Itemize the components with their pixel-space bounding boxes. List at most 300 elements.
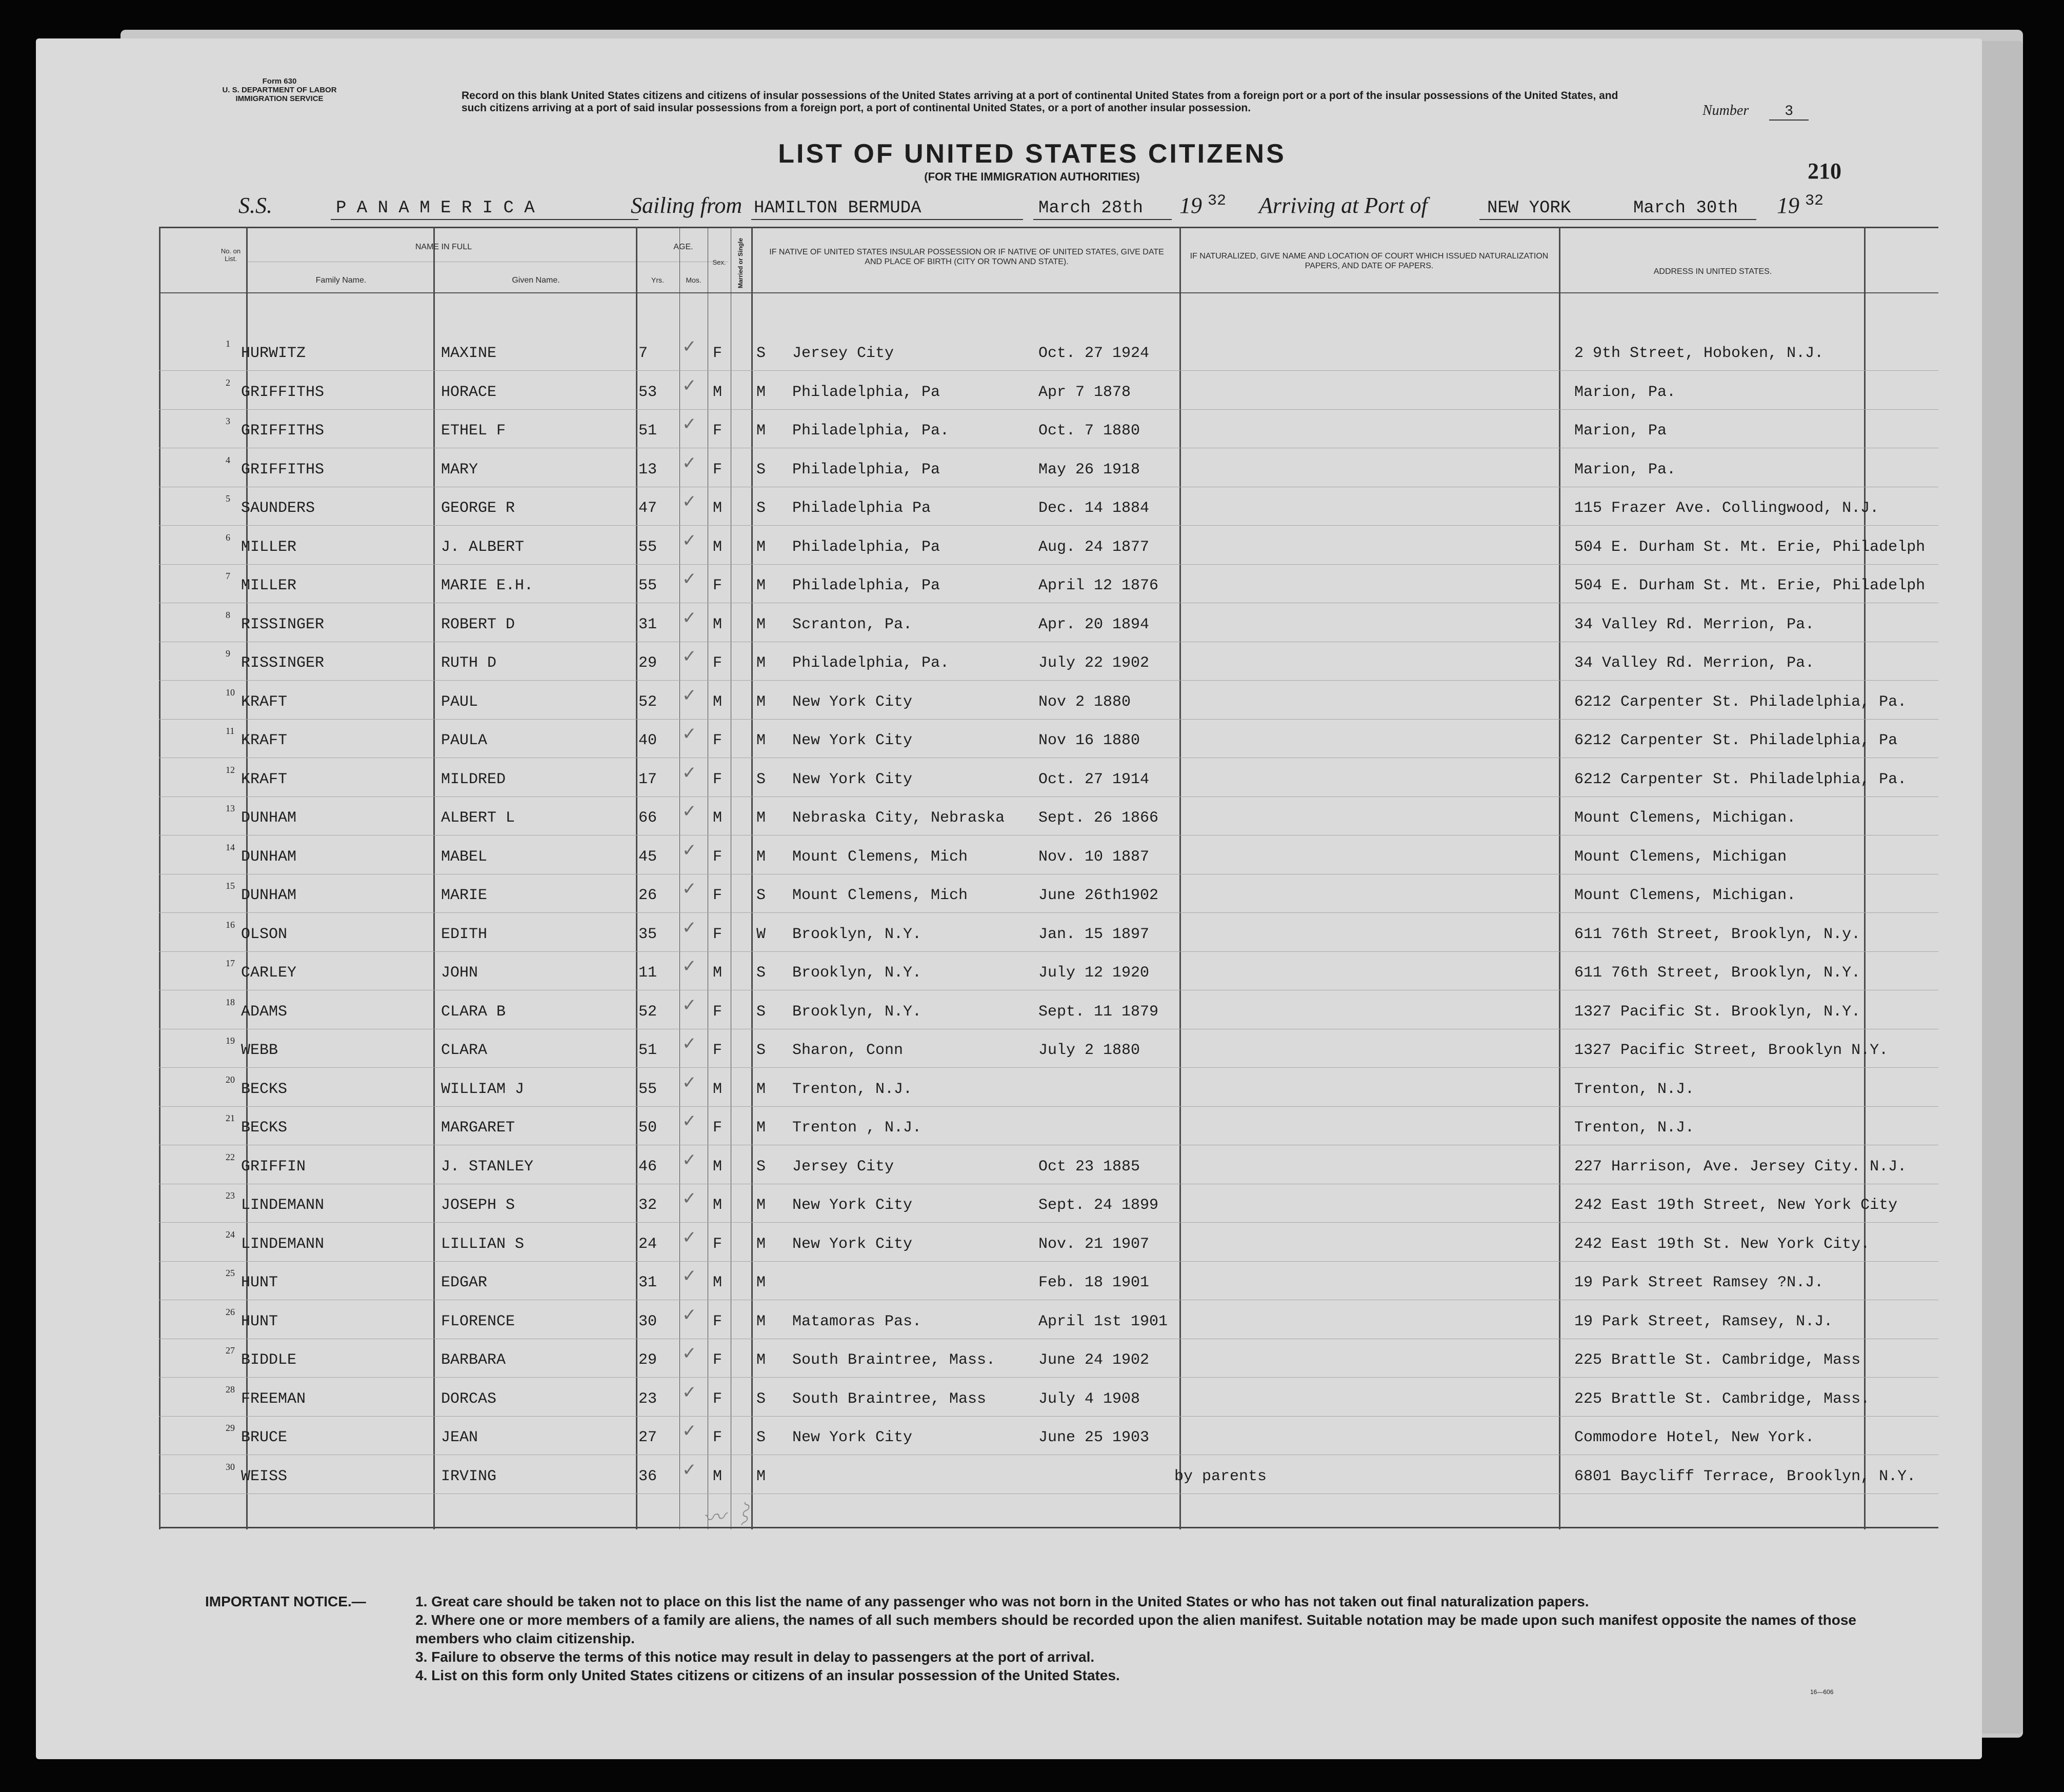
address: 504 E. Durham St. Mt. Erie, Philadelph [1574,538,1926,556]
table-row [159,1149,1938,1191]
birth-date: Feb. 18 1901 [1038,1274,1150,1291]
table-row [159,762,1938,804]
birth-place: South Braintree, Mass. [792,1351,996,1369]
notice-item: 2. Where one or more members of a family are aliens, the names of all such members should be recorded upon the alien manifest. Suitable notation may be made upon such manifest opposite the names of those members who claim citizenship. [415,1612,1856,1646]
family-name: LINDEMANN [241,1235,325,1253]
family-name: LINDEMANN [241,1197,325,1214]
family-name: KRAFT [241,770,288,788]
check-mark-icon: ✓ [682,414,697,434]
address: 6212 Carpenter St. Philadelphia, Pa. [1574,770,1907,788]
sex: F [713,1351,723,1369]
age-years: 52 [638,693,657,711]
table-row [159,956,1938,997]
sex: M [713,1080,723,1098]
sex: F [713,1390,723,1408]
birth-date: Aug. 24 1877 [1038,538,1150,556]
sex: M [713,693,723,711]
table-row [159,840,1938,881]
table-row [159,414,1938,455]
family-name: GRIFFITHS [241,461,325,479]
row-number: 27 [226,1345,235,1356]
age-years: 53 [638,383,657,401]
marital-status: M [756,1274,766,1291]
family-name: WEBB [241,1042,278,1059]
address: Commodore Hotel, New York. [1574,1429,1815,1446]
birth-place: Trenton, N.J. [792,1080,913,1098]
row-number: 29 [226,1423,235,1433]
sex: M [713,383,723,401]
address: Mount Clemens, Michigan [1574,848,1787,866]
form-id: Form 630 [262,77,297,86]
check-mark-icon: ✓ [682,1227,697,1248]
table-row [159,1111,1938,1152]
row-number: 14 [226,842,235,852]
given-name: ALBERT L [441,809,515,827]
form-department: U. S. DEPARTMENT OF LABOR [222,86,337,94]
age-years: 11 [638,964,657,982]
age-years: 45 [638,848,657,866]
check-mark-icon: ✓ [682,724,697,744]
birth-date: July 4 1908 [1038,1390,1140,1408]
table-row [159,879,1938,920]
address: 227 Harrison, Ave. Jersey City. N.J. [1574,1158,1907,1176]
row-number: 16 [226,919,235,930]
table-row [159,1459,1938,1501]
page-title: LIST OF UNITED STATES CITIZENS [778,139,1286,169]
arrival-year-prefix: 19 [1777,193,1799,218]
sex: F [713,1042,723,1059]
marital-status: M [756,383,766,401]
birth-date: Nov 2 1880 [1038,693,1131,711]
family-name: SAUNDERS [241,500,315,517]
sex: F [713,1119,723,1137]
marital-status: M [756,1080,766,1098]
address: 19 Park Street Ramsey ?N.J. [1574,1274,1824,1291]
marital-status: M [756,1312,766,1330]
birth-place: Jersey City [792,1158,894,1176]
birth-date: July 22 1902 [1038,654,1150,672]
address: 1327 Pacific Street, Brooklyn N.Y. [1574,1042,1889,1059]
voyage-line [238,192,1859,223]
marital-status: S [756,964,766,982]
check-mark-icon: ✓ [682,762,697,783]
table-row [159,607,1938,649]
check-mark-icon: ✓ [682,530,697,551]
row-number: 11 [226,726,235,736]
check-mark-icon: ✓ [682,1111,697,1131]
birth-place: Mount Clemens, Mich [792,887,968,904]
notice-item: 1. Great care should be taken not to place on this list the name of any passenger who was not born in the United States or who has not taken out final naturalization papers. [415,1594,1589,1609]
header-birth: IF NATIVE OF UNITED STATES INSULAR POSSESSION OR IF NATIVE OF UNITED STATES, GIVE DATE AND PLACE OF BIRTH (CITY OR TOWN AND STATE). [769,248,1164,266]
marital-status: S [756,1158,766,1176]
age-years: 51 [638,422,657,440]
address: 19 Park Street, Ramsey, N.J. [1574,1312,1833,1330]
family-name: MILLER [241,538,297,556]
birth-place: New York City [792,1235,913,1253]
check-mark-icon: ✓ [682,1188,697,1209]
given-name: MILDRED [441,770,506,788]
check-mark-icon: ✓ [682,1421,697,1441]
check-mark-icon: ✓ [682,1072,697,1093]
row-number: 4 [226,454,230,465]
sex: F [713,848,723,866]
header-naturalized: IF NATURALIZED, GIVE NAME AND LOCATION OF COURT WHICH ISSUED NATURALIZATION PAPERS, AND DATE OF PAPERS. [1190,252,1549,270]
notice-head: IMPORTANT NOTICE.— [205,1594,366,1609]
birth-date: July 2 1880 [1038,1042,1140,1059]
birth-place: New York City [792,1429,913,1446]
birth-date: June 25 1903 [1038,1429,1150,1446]
row-number: 8 [226,609,230,620]
check-mark-icon: ✓ [682,1266,697,1286]
header-years: Yrs. [651,276,664,284]
family-name: WEISS [241,1467,288,1485]
birth-date: June 26th1902 [1038,887,1159,904]
table-row [159,375,1938,416]
number-label: Number [1702,103,1749,118]
birth-place: New York City [792,732,913,749]
family-name: ADAMS [241,1003,288,1021]
sex: M [713,809,723,827]
notice-list [415,1592,1913,1685]
table-row [159,336,1938,377]
check-mark-icon: ✓ [682,1033,697,1054]
check-mark-icon: ✓ [682,1149,697,1170]
given-name: MARIE [441,887,488,904]
address: 242 East 19th Street, New York City [1574,1197,1898,1214]
sex: F [713,1003,723,1021]
given-name: FLORENCE [441,1312,515,1330]
birth-date: Oct. 27 1924 [1038,345,1150,362]
address: 34 Valley Rd. Merrion, Pa. [1574,654,1815,672]
family-name: HUNT [241,1274,278,1291]
age-years: 7 [638,345,648,362]
row-number: 3 [226,416,230,426]
table-row [159,1188,1938,1229]
row-number: 26 [226,1306,235,1317]
age-years: 26 [638,887,657,904]
sail-year-prefix: 19 [1179,193,1202,218]
given-name: PAULA [441,732,488,749]
age-years: 55 [638,538,657,556]
age-years: 55 [638,577,657,594]
age-years: 30 [638,1312,657,1330]
header-age: AGE. [673,243,693,251]
header-name-in-full: NAME IN FULL [415,243,472,251]
row-number: 25 [226,1268,235,1278]
birth-date: Nov. 10 1887 [1038,848,1150,866]
address: Mount Clemens, Michigan. [1574,809,1796,827]
marital-status: M [756,615,766,633]
sex: F [713,577,723,594]
header-sex: Sex. [712,258,726,266]
birth-place: Philadelphia, Pa. [792,654,950,672]
row-number: 19 [226,1036,235,1046]
given-name: MAXINE [441,345,497,362]
row-number: 10 [226,687,235,698]
marital-status: M [756,1119,766,1137]
sex: M [713,964,723,982]
marital-status: M [756,422,766,440]
form-service: IMMIGRATION SERVICE [235,94,324,103]
given-name: JEAN [441,1429,478,1446]
marital-status: S [756,770,766,788]
sex: F [713,654,723,672]
given-name: GEORGE R [441,500,515,517]
sex: F [713,1312,723,1330]
sex: M [713,538,723,556]
age-years: 51 [638,1042,657,1059]
table-row [159,452,1938,494]
birth-date: Nov 16 1880 [1038,732,1140,749]
age-years: 52 [638,1003,657,1021]
given-name: J. STANLEY [441,1158,534,1176]
birth-date: July 12 1920 [1038,964,1150,982]
list-number [1702,103,1809,120]
sex: F [713,887,723,904]
marital-status: W [756,925,766,943]
address: Trenton, N.J. [1574,1119,1695,1137]
address: 6212 Carpenter St. Philadelphia, Pa [1574,732,1898,749]
row-number: 2 [226,377,230,388]
birth-date: Jan. 15 1897 [1038,925,1150,943]
address: Trenton, N.J. [1574,1080,1695,1098]
given-name: ROBERT D [441,615,515,633]
address: 225 Brattle St. Cambridge, Mass [1574,1351,1861,1369]
marital-status: M [756,732,766,749]
check-mark-icon: ✓ [682,956,697,977]
address: 115 Frazer Ave. Collingwood, N.J. [1574,500,1879,517]
sex: F [713,461,723,479]
birth-place: Brooklyn, N.Y. [792,925,922,943]
birth-date: Nov. 21 1907 [1038,1235,1150,1253]
header-months: Mos. [686,276,702,284]
marital-status: S [756,1390,766,1408]
sex: F [713,1429,723,1446]
table-row [159,917,1938,959]
marital-status: S [756,345,766,362]
given-name: EDGAR [441,1274,488,1291]
family-name: DUNHAM [241,809,297,827]
check-mark-icon: ✓ [682,685,697,706]
given-name: MARY [441,461,478,479]
given-name: EDITH [441,925,488,943]
birth-place: Matamoras Pas. [792,1312,922,1330]
row-number: 1 [226,339,230,349]
age-years: 24 [638,1235,657,1253]
address: Mount Clemens, Michigan. [1574,887,1796,904]
arrival-port: NEW YORK [1487,198,1571,218]
check-mark-icon: ✓ [682,452,697,473]
address: 6212 Carpenter St. Philadelphia, Pa. [1574,693,1907,711]
address: 34 Valley Rd. Merrion, Pa. [1574,615,1815,633]
page-subtitle: (FOR THE IMMIGRATION AUTHORITIES) [924,170,1140,183]
table-row [159,1072,1938,1113]
birth-place: Philadelphia, Pa [792,577,940,594]
header-family-name: Family Name. [315,276,367,285]
sex: F [713,345,723,362]
address: 242 East 19th St. New York City. [1574,1235,1870,1253]
table-row [159,1343,1938,1384]
family-name: DUNHAM [241,887,297,904]
given-name: JOSEPH S [441,1197,515,1214]
age-years: 29 [638,1351,657,1369]
birth-place: Brooklyn, N.Y. [792,1003,922,1021]
table-row [159,1304,1938,1346]
age-years: 27 [638,1429,657,1446]
form-code: 16—606 [1810,1688,1834,1696]
address: 225 Brattle St. Cambridge, Mass. [1574,1390,1870,1408]
birth-date: June 24 1902 [1038,1351,1150,1369]
marital-status: M [756,693,766,711]
table-row [159,1382,1938,1423]
check-mark-icon: ✓ [682,801,697,822]
birth-place: Sharon, Conn [792,1042,904,1059]
given-name: WILLIAM J [441,1080,525,1098]
marital-status: S [756,1003,766,1021]
given-name: MABEL [441,848,488,866]
birth-place: Mount Clemens, Mich [792,848,968,866]
check-mark-icon: ✓ [682,336,697,357]
check-mark-icon: ✓ [682,646,697,667]
birth-date: Sept. 24 1899 [1038,1197,1159,1214]
row-number: 9 [226,648,230,659]
birth-place: Brooklyn, N.Y. [792,964,922,982]
age-years: 46 [638,1158,657,1176]
table-row [159,1227,1938,1268]
birth-place: Philadelphia, Pa [792,461,940,479]
table-row [159,646,1938,687]
row-number: 22 [226,1151,235,1162]
marital-status: S [756,461,766,479]
family-name: CARLEY [241,964,297,982]
age-years: 40 [638,732,657,749]
birth-date: Apr 7 1878 [1038,383,1131,401]
sex: M [713,1274,723,1291]
given-name: CLARA B [441,1003,506,1021]
ship-name: P A N A M E R I C A [336,198,535,218]
sex: M [713,1158,723,1176]
from-port: HAMILTON BERMUDA [754,198,921,218]
birth-date: Oct. 7 1880 [1038,422,1140,440]
marital-status: M [756,538,766,556]
given-name: LILLIAN S [441,1235,525,1253]
table-row [159,724,1938,765]
marital-status: M [756,848,766,866]
family-name: RISSINGER [241,615,325,633]
family-name: BECKS [241,1080,288,1098]
family-name: BECKS [241,1119,288,1137]
birth-date: Apr. 20 1894 [1038,615,1150,633]
birth-place: Trenton , N.J. [792,1119,922,1137]
birth-place: Scranton, Pa. [792,615,913,633]
birth-date: May 26 1918 [1038,461,1140,479]
family-name: DUNHAM [241,848,297,866]
marital-status: M [756,1235,766,1253]
arrival-year: 32 [1805,192,1824,210]
given-name: ETHEL F [441,422,506,440]
sex: F [713,1235,723,1253]
table-row [159,569,1938,610]
table-row [159,801,1938,842]
row-number: 6 [226,532,230,543]
given-name: CLARA [441,1042,488,1059]
marital-status: M [756,1351,766,1369]
given-name: BARBARA [441,1351,506,1369]
form-label [215,77,344,103]
number-value: 3 [1769,104,1809,121]
birth-date: Sept. 11 1879 [1038,1003,1159,1021]
row-number: 23 [226,1190,235,1201]
given-name: PAUL [441,693,478,711]
naturalization: by parents [1174,1467,1267,1485]
age-years: 32 [638,1197,657,1214]
sail-date: March 28th [1038,198,1144,218]
address: 611 76th Street, Brooklyn, N.Y. [1574,964,1861,982]
passenger-table [159,227,1938,1529]
check-mark-icon: ✓ [682,879,697,899]
age-years: 13 [638,461,657,479]
address: 611 76th Street, Brooklyn, N.y. [1574,925,1861,943]
family-name: OLSON [241,925,288,943]
marital-status: M [756,1467,766,1485]
row-number: 5 [226,493,230,504]
family-name: MILLER [241,577,297,594]
sex: F [713,770,723,788]
ss-label: S.S. [238,193,272,218]
header-married: Married or Single [737,237,744,288]
table-row [159,491,1938,532]
age-years: 31 [638,615,657,633]
birth-date: April 1st 1901 [1038,1312,1168,1330]
marital-status: S [756,500,766,517]
check-mark-icon: ✓ [682,491,697,512]
given-name: MARIE E.H. [441,577,534,594]
check-mark-icon: ✓ [682,994,697,1016]
given-name: J. ALBERT [441,538,525,556]
notice-item: 4. List on this form only United States citizens or citizens of an insular possession of the United States. [415,1667,1120,1683]
table-row [159,530,1938,571]
age-years: 35 [638,925,657,943]
address: Marion, Pa. [1574,383,1676,401]
check-mark-icon: ✓ [682,569,697,589]
birth-place: Philadelphia, Pa [792,538,940,556]
sex: M [713,500,723,517]
birth-place: Philadelphia, Pa [792,383,940,401]
birth-place: Jersey City [792,345,894,362]
table-row [159,1421,1938,1462]
marital-status: M [756,577,766,594]
pencil-annotation: 〰 ⌇ [702,1500,756,1532]
birth-place: New York City [792,770,913,788]
address: Marion, Pa. [1574,461,1676,479]
birth-place: Philadelphia, Pa. [792,422,950,440]
age-years: 36 [638,1467,657,1485]
birth-place: South Braintree, Mass [792,1390,987,1408]
age-years: 66 [638,809,657,827]
marital-status: S [756,1042,766,1059]
sex: F [713,925,723,943]
given-name: RUTH D [441,654,497,672]
birth-place: New York City [792,693,913,711]
age-years: 55 [638,1080,657,1098]
sex: M [713,1467,723,1485]
row-number: 28 [226,1384,235,1395]
address: Marion, Pa [1574,422,1667,440]
birth-date: Oct 23 1885 [1038,1158,1140,1176]
age-years: 17 [638,770,657,788]
marital-status: M [756,1197,766,1214]
header-given-name: Given Name. [512,276,560,285]
